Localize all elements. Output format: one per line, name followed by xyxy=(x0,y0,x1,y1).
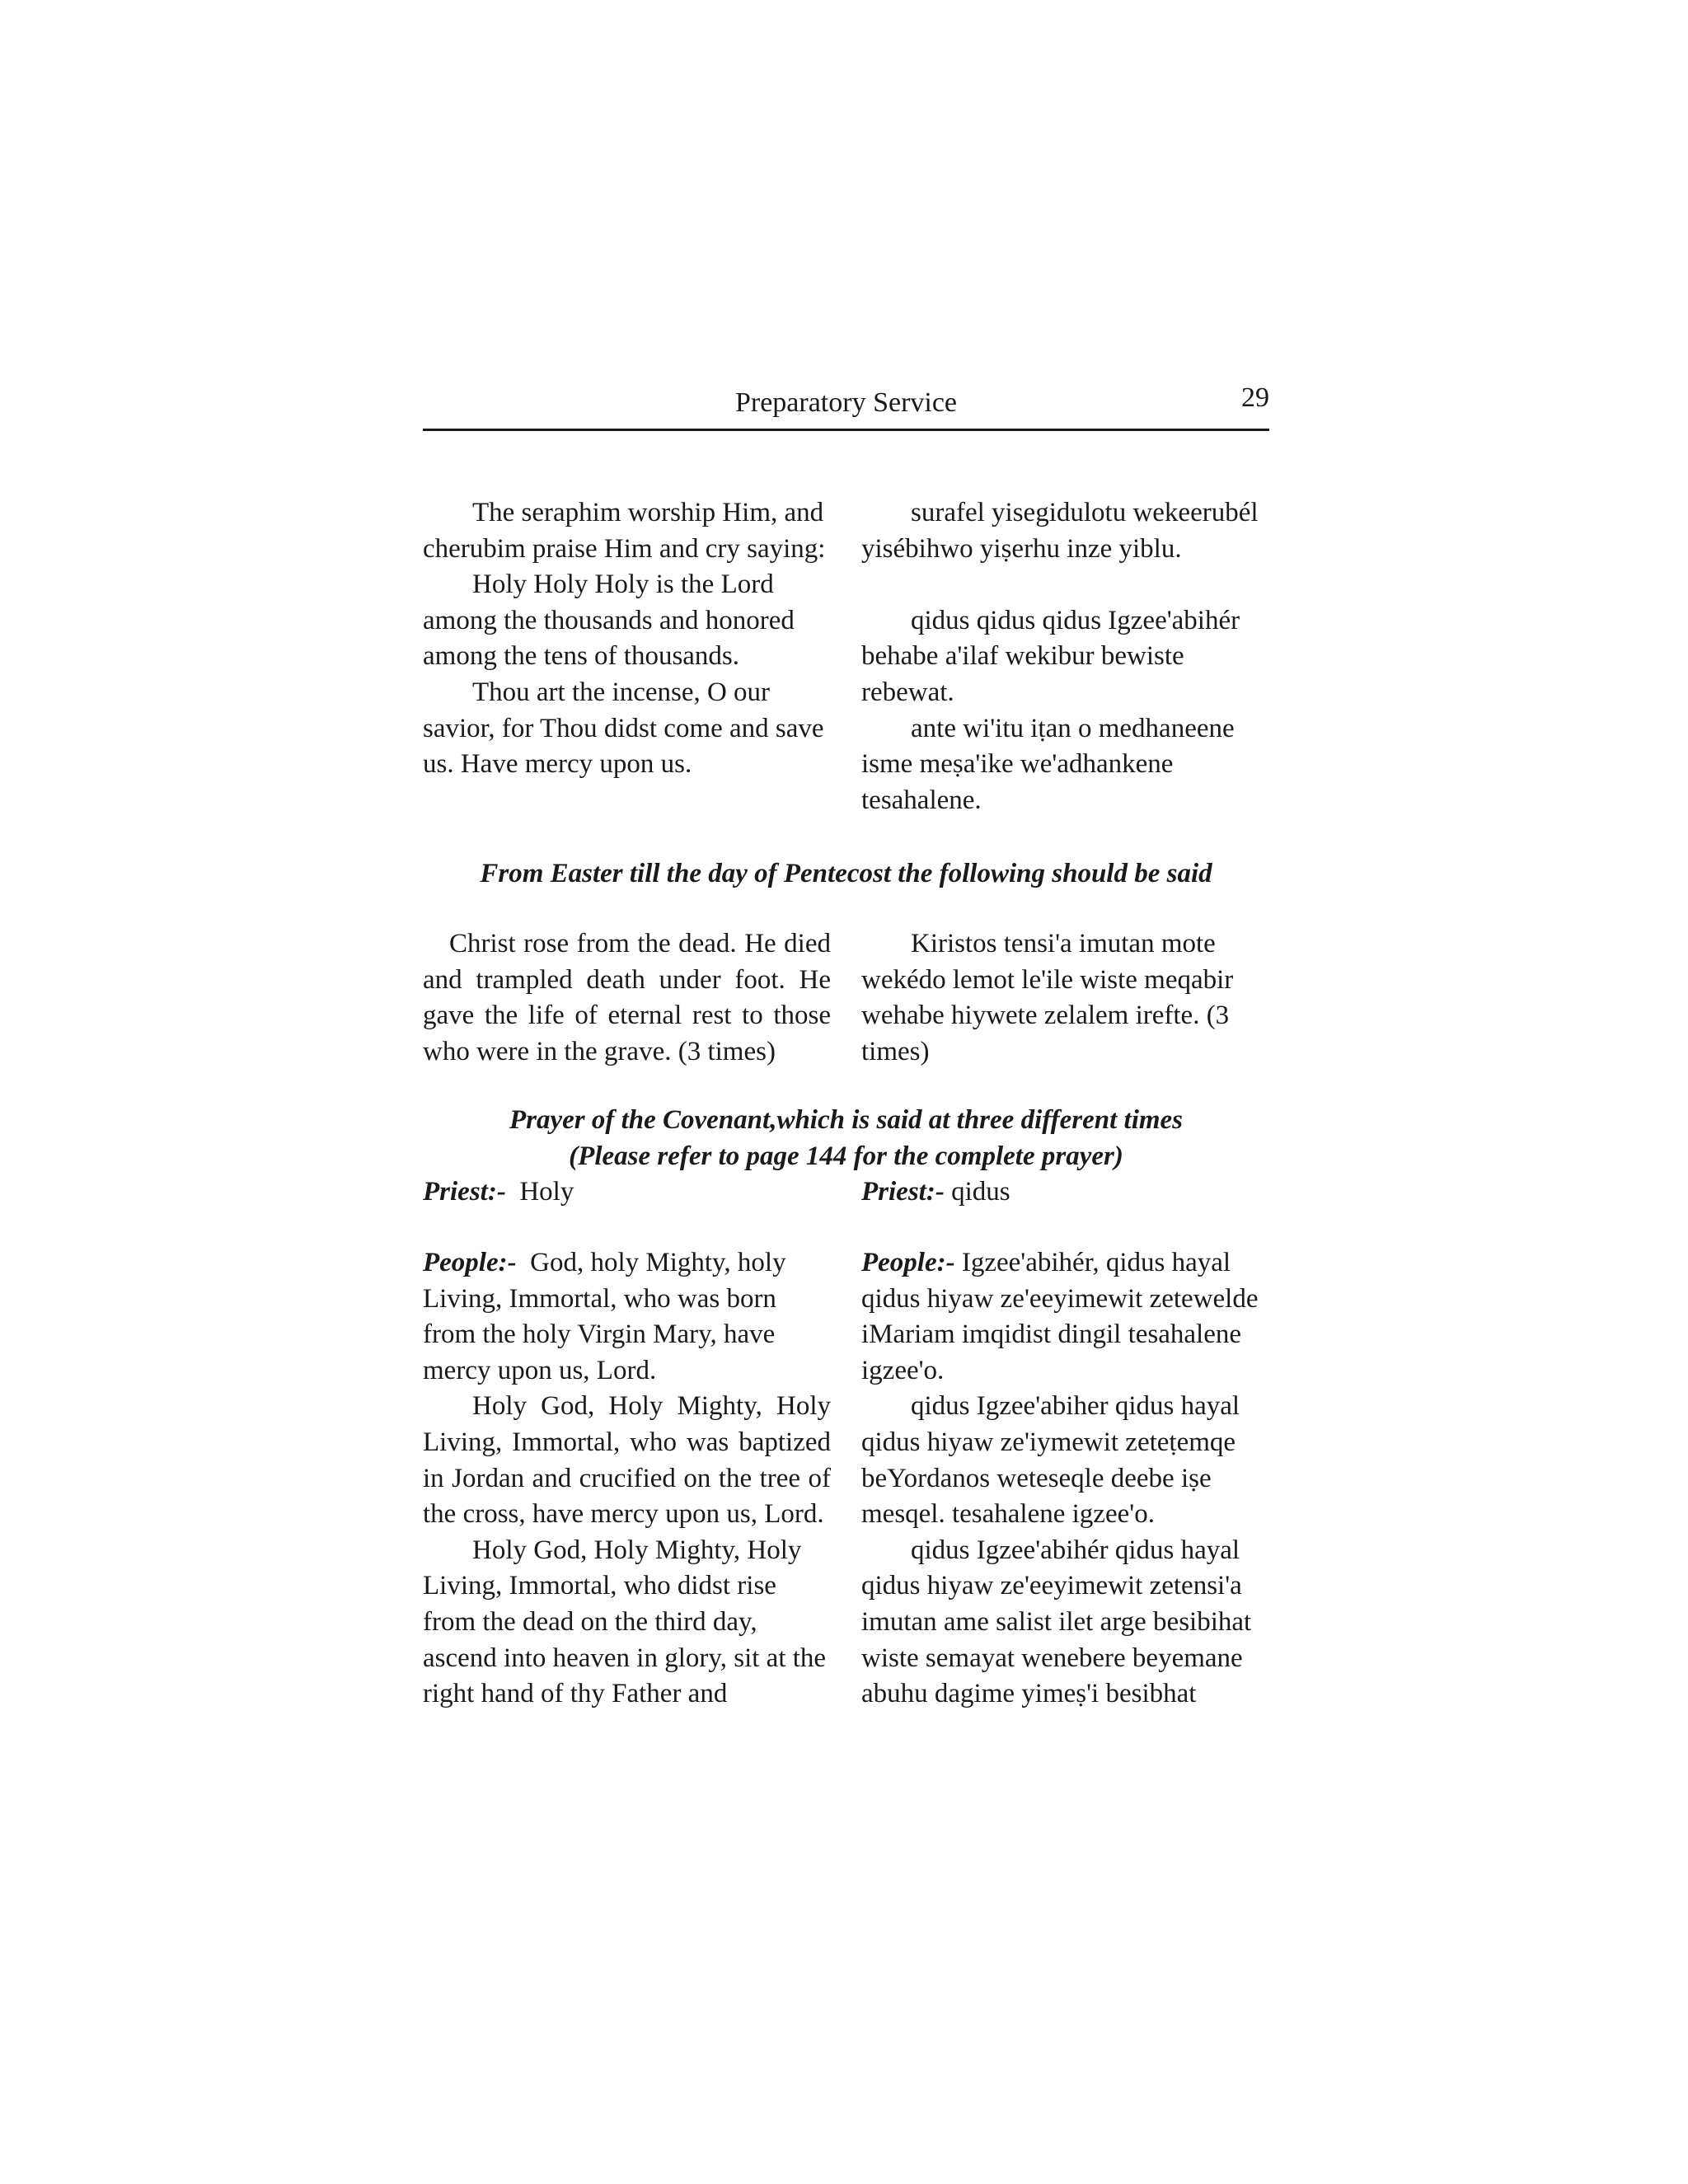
paragraph: qidus Igzee'abihér qidus hayal qidus hiyaw ze'eeyimewit zetensi'a imutan ame salist ilet arge besibihat wiste semayat wenebere beyemane abuhu dagime yimeṣ'i besibhat xyxy=(861,1535,1252,1709)
paragraph-text: Igzee'abihér, qidus hayal qidus hiyaw ze'eeyimewit zetewelde iMariam imqidist dingil tesahalene igzee'o. xyxy=(861,1248,1259,1385)
speaker-label: Priest:- xyxy=(861,1177,945,1207)
section-christ-rose xyxy=(423,926,1269,1070)
response-text: qidus xyxy=(951,1177,1010,1207)
paragraph: Holy God, Holy Mighty, Holy Living, Immortal, who didst rise from the dead on the third day, ascend into heaven in glory, sit at the right hand of thy Father and xyxy=(423,1535,827,1709)
paragraph: Holy Holy Holy is the Lord among the thousands and honored among the tens of thousands. xyxy=(423,569,795,672)
rubric-text: From Easter till the day of Pentecost the following should be said xyxy=(480,859,1212,888)
english-column xyxy=(423,1245,831,1713)
response-text: Holy xyxy=(519,1177,574,1207)
section-seraphim xyxy=(423,495,1269,818)
transliteration-column xyxy=(861,495,1269,818)
speaker-label: People:- xyxy=(423,1248,517,1277)
rubric-line-1: Prayer of the Covenant,which is said at three different times xyxy=(509,1105,1184,1135)
rubric-line-2: (Please refer to page 144 for the complete prayer) xyxy=(569,1141,1123,1171)
paragraph-text: God, holy Mighty, holy Living, Immortal, who was born from the holy Virgin Mary, have mercy upon us, Lord. xyxy=(423,1248,786,1385)
paragraph xyxy=(423,1245,831,1389)
paragraph: surafel yisegidulotu wekeerubél yisébihwo yiṣerhu inze yiblu. xyxy=(861,498,1259,564)
rubric-covenant xyxy=(423,1103,1269,1174)
paragraph: Thou art the incense, O our savior, for Thou didst come and save us. Have mercy upon us. xyxy=(423,677,824,780)
paragraph: Holy God, Holy Mighty, Holy Living, Immortal, who was baptized in Jordan and crucified on the tree of the cross, have mercy upon us, Lord. xyxy=(423,1391,831,1530)
paragraph: The seraphim worship Him, and cherubim praise Him and cry saying: xyxy=(423,498,826,564)
english-column xyxy=(423,926,831,1070)
running-header xyxy=(423,381,1269,431)
speaker-label: People:- xyxy=(861,1248,955,1277)
page-number: 29 xyxy=(1241,382,1269,413)
paragraph: Christ rose from the dead. He died and trampled death under foot. He gave the life of eternal rest to those who were in the grave. (3 times) xyxy=(423,929,831,1066)
transliteration-column xyxy=(861,1174,1269,1211)
transliteration-column xyxy=(861,1245,1269,1713)
english-column xyxy=(423,1174,831,1211)
rubric-easter xyxy=(423,856,1269,893)
paragraph: qidus qidus qidus Igzee'abihér behabe a'ilaf wekibur bewiste rebewat. xyxy=(861,605,1240,707)
speaker-label: Priest:- xyxy=(423,1177,506,1207)
section-people xyxy=(423,1245,1269,1713)
paragraph xyxy=(861,1245,1269,1389)
running-title: Preparatory Service xyxy=(734,387,958,418)
priest-line xyxy=(423,1174,1269,1211)
paragraph: Kiristos tensi'a imutan mote wekédo lemot le'ile wiste meqabir wehabe hiywete zelalem irefte. (3 times) xyxy=(861,929,1234,1066)
transliteration-column xyxy=(861,926,1269,1070)
paragraph: qidus Igzee'abiher qidus hayal qidus hiyaw ze'iymewit zeteṭemqe beYordanos weteseqle deebe iṣe mesqel. tesahalene igzee'o. xyxy=(861,1391,1240,1530)
paragraph: ante wi'itu iṭan o medhaneene isme meṣa'ike we'adhankene tesahalene. xyxy=(861,713,1235,815)
english-column xyxy=(423,495,831,818)
